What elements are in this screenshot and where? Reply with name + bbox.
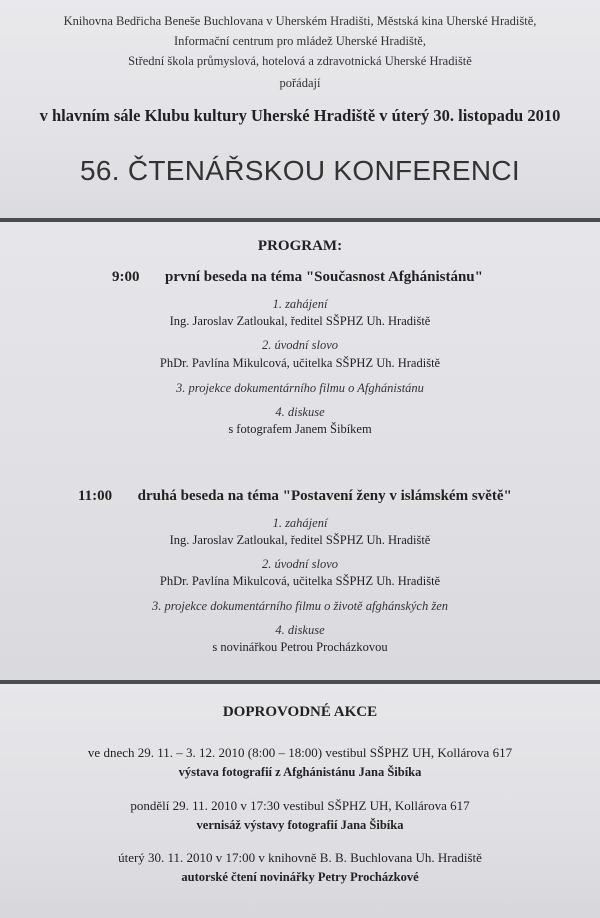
session-2-item-2-label: 2. úvodní slovo bbox=[261, 557, 339, 571]
organizer-line-3: Střední škola průmyslová, hotelová a zdravotnická Uherské Hradiště bbox=[128, 54, 472, 68]
header-sheet bbox=[0, 0, 600, 218]
session-1-item-1-label: 1. zahájení bbox=[272, 297, 328, 311]
session-2-title: druhá beseda na téma "Postavení ženy v islámském světě" bbox=[137, 488, 512, 504]
event-2-what: vernisáž výstavy fotografií Jana Šibíka bbox=[196, 818, 404, 832]
organizer-line-2: Informační centrum pro mládež Uherské Hradiště, bbox=[174, 34, 426, 48]
session-2-item-2-detail: PhDr. Pavlína Mikulcová, učitelka SŠPHZ Uh. Hradiště bbox=[159, 574, 441, 588]
program-sheet bbox=[0, 222, 600, 680]
organizer-line-4: pořádají bbox=[279, 76, 321, 90]
session-1-title: první beseda na téma "Současnost Afghánistánu" bbox=[165, 269, 483, 285]
session-2-item-4-label: 4. diskuse bbox=[275, 623, 325, 637]
session-2-header bbox=[78, 488, 600, 505]
session-1-item-4-detail: s fotografem Janem Šibíkem bbox=[228, 422, 372, 436]
session-1-item-3-label: 3. projekce dokumentárního filmu o Afghánistánu bbox=[176, 381, 424, 395]
session-1-item-2-detail: PhDr. Pavlína Mikulcová, učitelka SŠPHZ Uh. Hradiště bbox=[159, 356, 441, 370]
session-2-item-1-detail: Ing. Jaroslav Zatloukal, ředitel SŠPHZ Uh. Hradiště bbox=[169, 533, 431, 547]
session-1-item-4-label: 4. diskuse bbox=[275, 405, 325, 419]
session-1-time: 9:00 bbox=[112, 269, 140, 285]
session-2-item-3-label: 3. projekce dokumentárního filmu o životě afghánských žen bbox=[152, 599, 448, 613]
session-1-header bbox=[112, 269, 600, 286]
event-1-what: výstava fotografií z Afghánistánu Jana Šibíka bbox=[178, 765, 422, 779]
accompanying-sheet bbox=[0, 684, 600, 918]
program-heading: PROGRAM: bbox=[257, 238, 343, 254]
session-1-item-1-detail: Ing. Jaroslav Zatloukal, ředitel SŠPHZ Uh. Hradiště bbox=[169, 314, 431, 328]
organizer-line-1: Knihovna Bedřicha Beneše Buchlovana v Uherském Hradišti, Městská kina Uherské Hradiště, bbox=[63, 14, 537, 28]
session-2-item-4-detail: s novinářkou Petrou Procházkovou bbox=[212, 640, 388, 654]
event-3-when: úterý 30. 11. 2010 v 17:00 v knihovně B. B. Buchlovana Uh. Hradiště bbox=[118, 850, 482, 865]
conference-title: 56. ČTENÁŘSKOU KONFERENCI bbox=[79, 155, 521, 186]
venue-line: v hlavním sále Klubu kultury Uherské Hradiště v úterý 30. listopadu 2010 bbox=[39, 106, 561, 125]
accompanying-heading: DOPROVODNÉ AKCE bbox=[222, 704, 378, 720]
session-1-item-2-label: 2. úvodní slovo bbox=[261, 338, 339, 352]
session-2-time: 11:00 bbox=[78, 488, 113, 504]
event-1-when: ve dnech 29. 11. – 3. 12. 2010 (8:00 – 18:00) vestibul SŠPHZ UH, Kollárova 617 bbox=[87, 745, 513, 760]
event-2-when: pondělí 29. 11. 2010 v 17:30 vestibul SŠPHZ UH, Kollárova 617 bbox=[130, 798, 470, 813]
event-3-what: autorské čtení novinářky Petry Procházkové bbox=[181, 870, 419, 884]
session-2-item-1-label: 1. zahájení bbox=[272, 516, 328, 530]
